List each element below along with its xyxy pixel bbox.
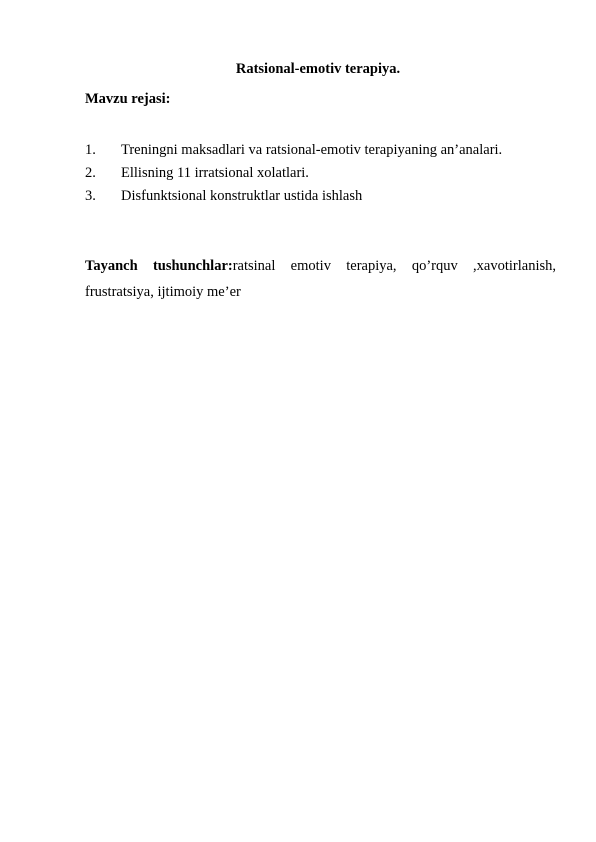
plan-item-text: Ellisning 11 irratsional xolatlari. — [121, 165, 309, 181]
plan-item-text: Treningni maksadlari va ratsional-emotiv terapiyaning an’analari. — [121, 142, 503, 158]
plan-item-number: 2. — [85, 165, 96, 181]
plan-item — [85, 164, 555, 187]
plan-item-number: 3. — [85, 188, 96, 204]
plan-item — [85, 187, 555, 210]
keywords-text: ratsinal emotiv terapiya, qo’rquv ,xavotirlanish, frustratsiya, ijtimoiy me’er — [85, 258, 556, 300]
plan-list — [85, 141, 555, 210]
plan-item-number: 1. — [85, 142, 96, 158]
plan-item — [85, 141, 555, 164]
plan-heading: Mavzu rejasi: — [85, 91, 171, 107]
keywords-paragraph — [85, 253, 556, 305]
plan-item-text: Disfunktsional konstruktlar ustida ishlash — [121, 188, 363, 204]
document-title: Ratsional-emotiv terapiya. — [235, 61, 401, 77]
keywords-label: Tayanch tushunchlar: — [85, 258, 233, 274]
